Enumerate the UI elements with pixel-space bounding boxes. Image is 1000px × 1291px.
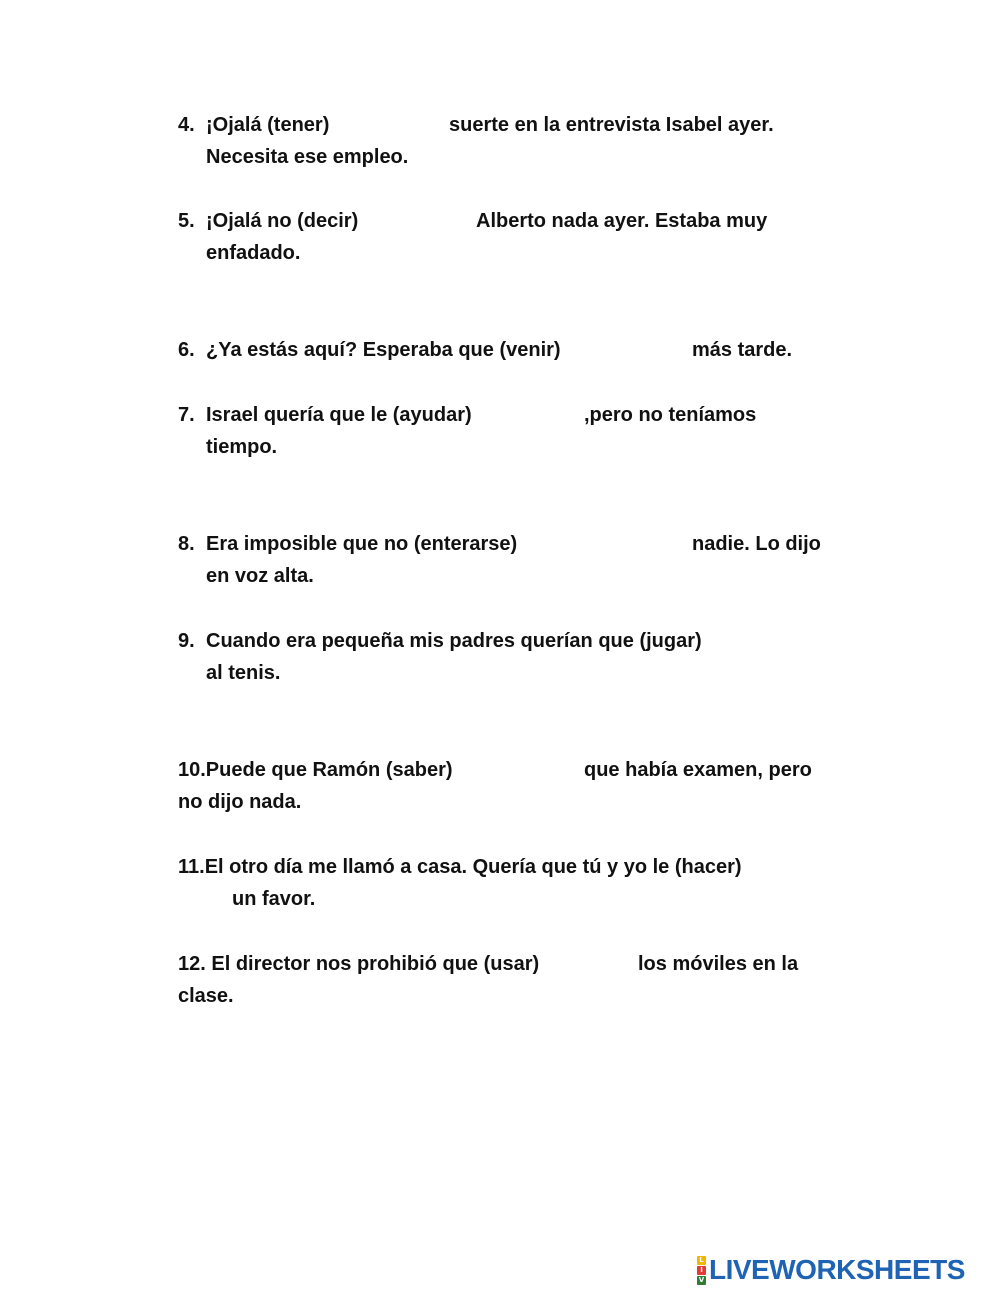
exercise-prompt: 12. El director nos prohibió que (usar)	[178, 953, 540, 975]
exercise-11-line2: un favor.	[232, 888, 316, 910]
exercise-continuation: suerte en la entrevista Isabel ayer.	[449, 114, 774, 136]
exercise-number: 6.	[178, 339, 195, 361]
exercise-prompt: Era imposible que no (enterarse)	[206, 533, 518, 555]
exercise-continuation: más tarde.	[692, 339, 793, 361]
exercise-number: 9.	[178, 630, 195, 652]
exercise-prompt: ¡Ojalá (tener)	[206, 114, 330, 136]
exercise-5-line2: enfadado.	[206, 242, 301, 264]
exercise-10-line2: no dijo nada.	[178, 791, 302, 813]
logo-block-i: I	[697, 1266, 706, 1275]
exercise-continuation: nadie. Lo dijo	[692, 533, 821, 555]
logo-block-v: V	[698, 1275, 705, 1284]
exercise-prompt: ¡Ojalá no (decir)	[206, 210, 359, 232]
exercise-7-line2: tiempo.	[206, 436, 278, 458]
logo-block-l: L	[697, 1256, 706, 1265]
exercise-prompt: ¿Ya estás aquí? Esperaba que (venir)	[206, 339, 561, 361]
logo-blocks-icon	[697, 1256, 706, 1285]
exercise-prompt: Cuando era pequeña mis padres querían que (jugar)	[206, 630, 702, 652]
exercise-prompt: 10.Puede que Ramón (saber)	[178, 759, 453, 781]
exercise-number: 4.	[178, 114, 195, 136]
exercise-12-line2: clase.	[178, 985, 234, 1007]
exercise-continuation: los móviles en la	[638, 953, 799, 975]
logo-text: LIVEWORKSHEETS	[709, 1254, 965, 1285]
liveworksheets-logo	[697, 1253, 965, 1287]
exercise-continuation: que había examen, pero	[584, 759, 812, 781]
exercise-number: 7.	[178, 404, 195, 426]
exercise-continuation: Alberto nada ayer. Estaba muy	[476, 210, 768, 232]
exercise-8-line2: en voz alta.	[206, 565, 314, 587]
exercise-9-line2: al tenis.	[206, 662, 281, 684]
exercise-number: 8.	[178, 533, 195, 555]
exercise-prompt: Israel quería que le (ayudar)	[206, 404, 472, 426]
exercise-continuation: ,pero no teníamos	[584, 404, 757, 426]
exercise-4-line2: Necesita ese empleo.	[206, 146, 409, 168]
exercise-prompt: 11.El otro día me llamó a casa. Quería que tú y yo le (hacer)	[178, 856, 742, 878]
exercise-number: 5.	[178, 210, 195, 232]
